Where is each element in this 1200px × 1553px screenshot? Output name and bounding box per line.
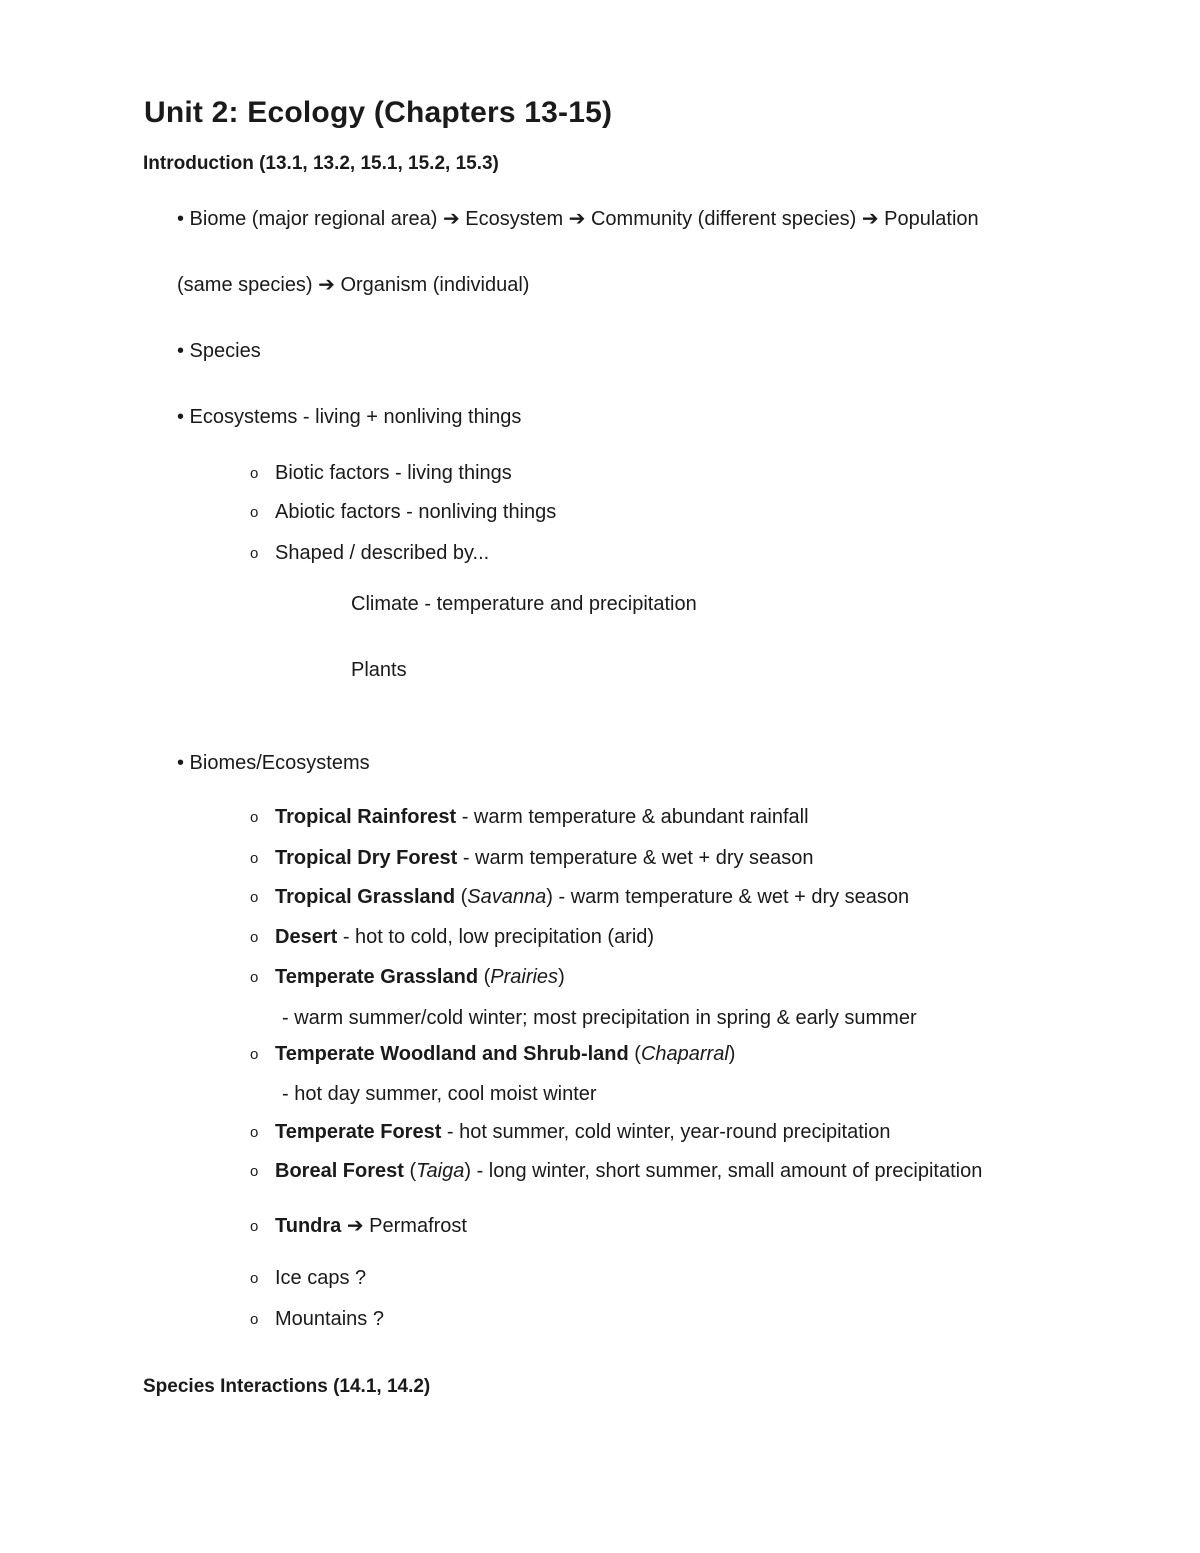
shaped-by-climate: Climate - temperature and precipitation [351, 593, 697, 615]
bullet-o-marker: o [250, 1270, 259, 1287]
bullet-o-marker: o [250, 1311, 259, 1328]
biome-item: o Boreal Forest (Taiga) - long winter, short summer, small amount of precipitation [250, 1160, 983, 1182]
biomes-bullet: • Biomes/Ecosystems [177, 752, 370, 774]
biome-item: o Mountains ? [250, 1308, 384, 1330]
list-item: o Biotic factors - living things [250, 462, 512, 484]
biome-item: o Desert - hot to cold, low precipitation (arid) [250, 926, 655, 948]
bullet-o-marker: o [250, 1124, 259, 1141]
page-title: Unit 2: Ecology (Chapters 13-15) [144, 96, 613, 129]
bullet-o-marker: o [250, 929, 259, 946]
ecosystems-bullet: • Ecosystems - living + nonliving things [177, 406, 522, 428]
bullet-o-marker: o [250, 1218, 259, 1235]
bullet-o-marker: o [250, 809, 259, 826]
bullet-o-marker: o [250, 545, 259, 562]
biome-item: o Tundra ➔ Permafrost [250, 1215, 467, 1237]
bullet-o-marker: o [250, 889, 259, 906]
bullet-o-marker: o [250, 1046, 259, 1063]
bullet-o-marker: o [250, 850, 259, 867]
biome-continuation: - warm summer/cold winter; most precipitation in spring & early summer [282, 1007, 917, 1029]
bullet-o-marker: o [250, 504, 259, 521]
biome-item: o Temperate Woodland and Shrub-land (Chaparral) [250, 1043, 736, 1065]
biome-item: o Tropical Grassland (Savanna) - warm temperature & wet + dry season [250, 886, 910, 908]
list-item: o Shaped / described by... [250, 542, 490, 564]
bullet-o-marker: o [250, 465, 259, 482]
biome-item: o Tropical Dry Forest - warm temperature & wet + dry season [250, 847, 814, 869]
list-item: o Abiotic factors - nonliving things [250, 501, 557, 523]
biome-item: o Ice caps ? [250, 1267, 367, 1289]
hierarchy-line-2: (same species) ➔ Organism (individual) [177, 274, 530, 296]
bullet-o-marker: o [250, 969, 259, 986]
biome-item: o Temperate Grassland (Prairies) [250, 966, 565, 988]
section-heading-introduction: Introduction (13.1, 13.2, 15.1, 15.2, 15.3) [143, 153, 499, 174]
section-heading-species-interactions: Species Interactions (14.1, 14.2) [143, 1376, 431, 1397]
shaped-by-plants: Plants [351, 659, 407, 681]
species-bullet: • Species [177, 340, 261, 362]
biome-item: o Temperate Forest - hot summer, cold winter, year-round precipitation [250, 1121, 891, 1143]
biome-item: o Tropical Rainforest - warm temperature & abundant rainfall [250, 806, 809, 828]
biome-continuation: - hot day summer, cool moist winter [282, 1083, 597, 1105]
hierarchy-line-1: • Biome (major regional area) ➔ Ecosystem ➔ Community (different species) ➔ Population [177, 208, 979, 230]
bullet-o-marker: o [250, 1163, 259, 1180]
